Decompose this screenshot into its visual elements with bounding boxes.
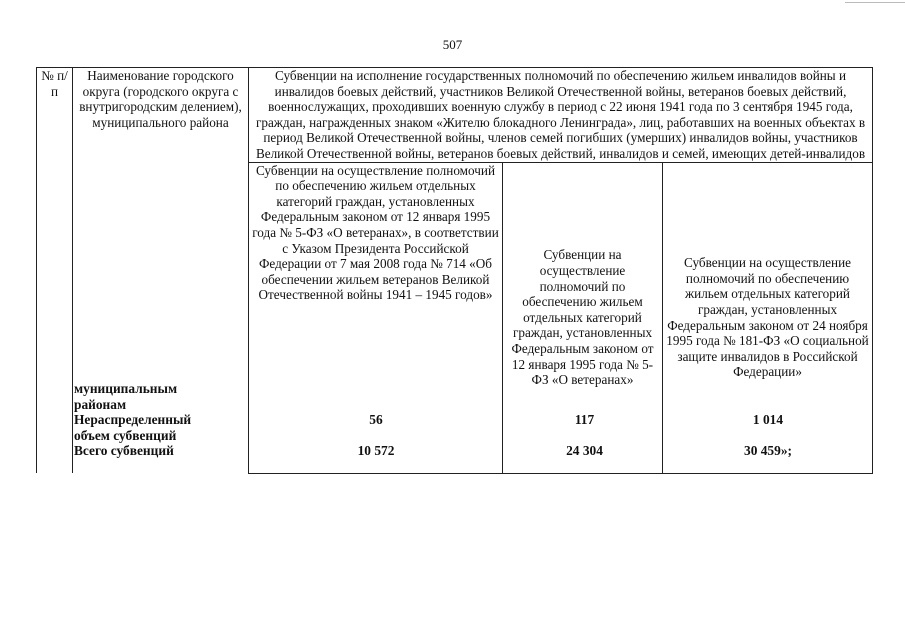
page-number: 507 — [442, 37, 463, 52]
table-row-unallocated — [36, 412, 872, 428]
table-body — [36, 381, 872, 459]
column-header-subsidy-5fz: Субвенции на осуществление полномочий по обеспечению жильем отдельных категорий граждан, установленных Федеральным законом от 12 января 1995 года № 5-ФЗ «О ветеранах» — [503, 162, 663, 473]
cell-value: 117 — [574, 412, 595, 428]
cell-value: 1 014 — [752, 412, 784, 428]
column-header-municipality: Наименование городского округа (городского округа с внутригородским делением), муниципального района — [73, 68, 249, 474]
cell-value: 10 572 — [357, 443, 395, 459]
table-row — [36, 397, 872, 413]
row-label: муниципальным — [74, 381, 178, 396]
table-row — [36, 428, 872, 444]
top-edge-rule — [845, 2, 905, 3]
table-row-total — [36, 443, 872, 459]
cell-value: 24 304 — [566, 443, 603, 459]
cell-value: 30 459»; — [744, 443, 792, 459]
row-label: Нераспределенный — [74, 412, 192, 428]
cell-value: 56 — [369, 412, 383, 428]
column-group-heading: Субвенции на исполнение государственных полномочий по обеспечению жильем инвалидов войны и инвалидов боевых действий, участников Великой Отечественной войны, ветеранов боевых действий, военнослужащих, проходивших военную службу в период с 22 июня 1941 года по 3 сентября 1945 года, граждан, награжденных знаком «Жителю блокадного Ленинграда», лиц, работавших на военных объектах в период Великой Отечественной войны, членов семей погибших (умерших) инвалидов войны, участников Великой Отечественной войны, ветеранов боевых действий, инвалидов и семей, имеющих детей-инвалидов — [249, 68, 873, 163]
row-label: районам — [74, 396, 127, 412]
row-label: Всего субвенций — [74, 443, 174, 459]
row-label: объем субвенций — [74, 427, 177, 443]
column-header-subsidy-decree-714: Субвенции на осуществление полномочий по обеспечению жильем отдельных категорий граждан, установленных Федеральным законом от 12 января 1995 года № 5-ФЗ «О ветеранах», в соответствии с Указом Президента Российской Федерации от 7 мая 2008 года № 714 «Об обеспечении жильем ветеранов Великой Отечественной войны 1941 – 1945 годов» — [249, 162, 503, 473]
column-header-subsidy-181fz: Субвенции на осуществление полномочий по обеспечению жильем отдельных категорий граждан, установленных Федеральным законом от 24 ноября 1995 года № 181-ФЗ «О социальной защите инвалидов в Российской Федерации» — [663, 162, 873, 473]
column-header-number: № п/п — [37, 68, 73, 474]
table-row — [36, 381, 872, 397]
